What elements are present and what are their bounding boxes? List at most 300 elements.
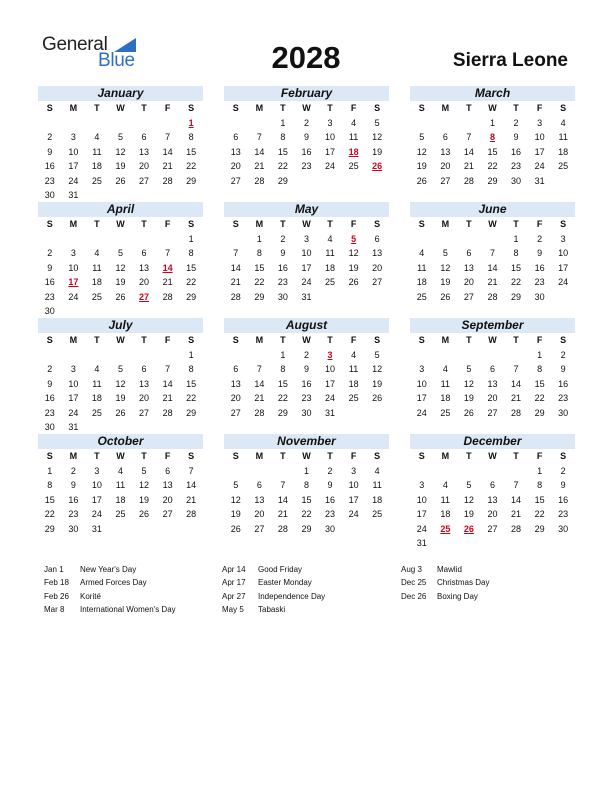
day-cell: 8 [47, 480, 53, 490]
weekday-header: S [418, 451, 425, 461]
empty-cell [224, 116, 248, 131]
holiday-name: International Women's Day [80, 604, 176, 614]
day-cell: 19 [372, 146, 383, 157]
holiday-name: Good Friday [258, 565, 303, 574]
day-cell: 11 [558, 132, 568, 142]
day-cell: 18 [440, 509, 451, 519]
day-cell: 20 [372, 262, 383, 273]
holiday-date: Apr 14 [222, 565, 246, 574]
day-cell: 15 [487, 146, 498, 157]
day-cell: 27 [372, 277, 383, 287]
day-cell: 20 [139, 161, 150, 171]
day-cell: 20 [230, 161, 241, 171]
day-cell: 15 [534, 494, 545, 505]
page-title-year: 2028 [271, 40, 341, 75]
holiday-name: New Year's Day [80, 565, 137, 574]
day-cell: 5 [117, 248, 123, 258]
day-cell: 17 [558, 262, 569, 273]
weekday-header: M [441, 451, 450, 461]
day-cell: 27 [254, 523, 265, 534]
day-cell: 29 [186, 407, 197, 418]
day-cell: 6 [165, 465, 171, 476]
day-cell: 22 [277, 161, 288, 171]
day-cell: 27 [230, 175, 241, 186]
day-cell: 1 [489, 117, 495, 128]
empty-cell [248, 348, 272, 363]
day-cell: 2 [47, 364, 53, 374]
day-cell: 30 [534, 291, 545, 302]
empty-cell [156, 348, 180, 363]
day-cell: 7 [489, 248, 495, 258]
weekday-header: M [69, 103, 78, 113]
day-cell: 12 [463, 378, 474, 389]
empty-cell [434, 232, 458, 247]
month-june [410, 202, 575, 304]
weekday-header: T [280, 335, 286, 345]
day-cell: 6 [233, 364, 239, 374]
month-title: August [224, 318, 389, 333]
day-cell: 27 [139, 175, 150, 186]
weekday-header: T [327, 219, 333, 229]
day-cell: 6 [489, 364, 495, 374]
day-cell: 4 [94, 248, 100, 258]
day-cell: 25 [440, 407, 451, 418]
day-cell: 13 [372, 248, 383, 258]
day-cell: 3 [94, 465, 100, 476]
holiday-date: Dec 26 [401, 591, 427, 601]
day-cell: 13 [139, 378, 150, 389]
day-cell: 17 [68, 393, 79, 403]
weekday-header: T [141, 219, 147, 229]
weekday-header: M [255, 103, 264, 113]
day-cell: 3 [537, 117, 543, 128]
holiday-name: Korité [80, 591, 101, 601]
day-cell: 27 [162, 509, 173, 519]
day-cell: 30 [301, 407, 312, 418]
day-cell: 5 [141, 465, 147, 476]
holiday-legend-column [44, 563, 220, 616]
day-cell: 19 [463, 393, 474, 403]
day-cell: 13 [162, 480, 173, 490]
empty-cell [481, 348, 505, 363]
day-cell: 10 [325, 364, 336, 374]
day-cell: 16 [44, 393, 55, 403]
weekday-header: S [418, 219, 425, 229]
day-cell: 20 [440, 161, 451, 171]
holiday-entry [222, 563, 398, 576]
day-cell: 15 [186, 378, 197, 389]
day-cell: 22 [534, 393, 545, 403]
day-cell: 21 [186, 494, 197, 505]
day-cell: 21 [254, 393, 265, 403]
weekday-header: M [441, 219, 450, 229]
weekday-header: S [560, 103, 567, 113]
day-cell: 14 [254, 378, 265, 389]
holiday-name: Armed Forces Day [80, 578, 147, 588]
holiday-name: Tabaski [258, 604, 286, 614]
weekday-header: M [255, 335, 264, 345]
day-cell: 9 [47, 146, 53, 157]
day-cell: 18 [416, 277, 427, 287]
month-november [224, 434, 389, 536]
weekday-header: M [69, 335, 78, 345]
weekday-header: F [536, 451, 543, 461]
weekday-header: W [488, 219, 497, 229]
weekday-header: T [513, 103, 519, 113]
holiday-entry [401, 563, 577, 576]
day-cell: 18 [348, 378, 359, 389]
day-cell: 9 [303, 364, 309, 374]
day-cell: 14 [162, 146, 173, 157]
day-cell: 18 [115, 494, 126, 505]
day-cell: 23 [558, 509, 569, 519]
day-cell: 29 [301, 523, 312, 534]
day-cell: 25 [372, 509, 383, 519]
day-cell: 14 [230, 262, 241, 273]
day-cell: 24 [68, 407, 79, 418]
day-cell: 21 [162, 393, 173, 403]
holiday-day-cell: 26 [372, 161, 383, 171]
month-april [38, 202, 203, 319]
day-cell: 16 [277, 262, 288, 273]
day-cell: 4 [442, 364, 448, 374]
day-cell: 18 [91, 161, 102, 171]
day-cell: 21 [162, 161, 173, 171]
holiday-date: Apr 27 [222, 591, 246, 601]
day-cell: 23 [44, 291, 55, 302]
weekday-header: M [69, 451, 78, 461]
day-cell: 12 [416, 146, 427, 157]
day-cell: 22 [487, 161, 498, 171]
weekday-header: W [302, 219, 311, 229]
day-cell: 9 [70, 480, 76, 490]
day-cell: 3 [419, 364, 425, 374]
day-cell: 13 [230, 146, 241, 157]
weekday-header: S [232, 219, 239, 229]
day-cell: 16 [301, 146, 312, 157]
month-title: April [38, 202, 203, 217]
weekday-header: S [46, 451, 53, 461]
day-cell: 23 [325, 509, 336, 519]
day-cell: 25 [348, 161, 359, 171]
day-cell: 6 [141, 132, 147, 142]
day-cell: 2 [560, 349, 566, 360]
day-cell: 16 [325, 494, 336, 505]
weekday-header: W [302, 335, 311, 345]
day-cell: 24 [68, 291, 79, 302]
day-cell: 16 [534, 262, 545, 273]
day-cell: 29 [44, 523, 55, 534]
day-cell: 3 [303, 233, 309, 244]
day-cell: 10 [416, 378, 427, 389]
day-cell: 14 [487, 262, 498, 273]
empty-cell [109, 232, 133, 247]
weekday-header: T [466, 219, 472, 229]
day-cell: 26 [230, 523, 241, 534]
empty-cell [62, 116, 86, 131]
day-cell: 17 [325, 378, 336, 389]
day-cell: 12 [139, 480, 150, 490]
day-cell: 24 [534, 161, 545, 171]
day-cell: 17 [416, 393, 427, 403]
day-cell: 5 [466, 480, 472, 490]
day-cell: 3 [560, 233, 566, 244]
day-cell: 22 [186, 393, 197, 403]
day-cell: 13 [440, 146, 451, 157]
day-cell: 29 [186, 291, 197, 302]
day-cell: 4 [327, 233, 333, 244]
day-cell: 20 [162, 494, 173, 505]
logo-general-text: General [42, 34, 108, 55]
day-cell: 3 [70, 248, 76, 258]
day-cell: 2 [280, 233, 286, 244]
day-cell: 13 [230, 378, 241, 389]
day-cell: 10 [301, 248, 312, 258]
weekday-header: T [327, 103, 333, 113]
day-cell: 28 [230, 291, 241, 302]
holiday-day-cell: 5 [351, 233, 357, 244]
holiday-day-cell: 26 [463, 523, 474, 534]
day-cell: 19 [115, 393, 126, 403]
weekday-header: S [374, 451, 381, 461]
day-cell: 10 [68, 262, 79, 273]
holiday-date: Dec 25 [401, 578, 427, 588]
holiday-entry [401, 590, 577, 603]
weekday-header: T [280, 219, 286, 229]
day-cell: 25 [558, 161, 569, 171]
weekday-header: S [232, 335, 239, 345]
day-cell: 24 [416, 407, 427, 418]
day-cell: 15 [277, 378, 288, 389]
day-cell: 16 [558, 494, 569, 505]
weekday-header: F [350, 103, 357, 113]
empty-cell [457, 116, 481, 131]
day-cell: 26 [440, 291, 451, 302]
weekday-header: T [466, 451, 472, 461]
day-cell: 2 [47, 132, 53, 142]
weekday-header: W [116, 451, 125, 461]
weekday-header: W [116, 103, 125, 113]
day-cell: 24 [325, 393, 336, 403]
day-cell: 20 [230, 393, 241, 403]
day-cell: 26 [115, 291, 126, 302]
day-cell: 21 [162, 277, 173, 287]
weekday-header: F [536, 335, 543, 345]
day-cell: 19 [139, 494, 150, 505]
holiday-name: Easter Monday [258, 578, 312, 588]
day-cell: 26 [115, 175, 126, 186]
month-july [38, 318, 203, 435]
day-cell: 13 [487, 494, 498, 505]
day-cell: 5 [442, 248, 448, 258]
day-cell: 11 [417, 262, 427, 273]
month-title: September [410, 318, 575, 333]
day-cell: 25 [91, 291, 102, 302]
day-cell: 10 [68, 146, 79, 157]
day-cell: 30 [511, 175, 522, 186]
day-cell: 21 [511, 509, 522, 519]
empty-cell [109, 348, 133, 363]
day-cell: 21 [463, 161, 474, 171]
day-cell: 3 [70, 132, 76, 142]
day-cell: 7 [513, 364, 519, 374]
day-cell: 4 [94, 132, 100, 142]
empty-cell [132, 116, 156, 131]
empty-cell [62, 348, 86, 363]
day-cell: 24 [325, 161, 336, 171]
empty-cell [457, 348, 481, 363]
day-cell: 7 [256, 132, 262, 142]
empty-cell [224, 232, 248, 247]
day-cell: 8 [513, 248, 519, 258]
day-cell: 1 [513, 233, 519, 244]
weekday-header: F [164, 219, 171, 229]
day-cell: 29 [534, 407, 545, 418]
month-title: November [224, 434, 389, 449]
day-cell: 19 [463, 509, 474, 519]
weekday-header: T [513, 219, 519, 229]
month-title: March [410, 86, 575, 101]
day-cell: 23 [277, 277, 288, 287]
empty-cell [410, 348, 434, 363]
day-cell: 24 [348, 509, 359, 519]
day-cell: 28 [162, 175, 173, 186]
day-cell: 16 [301, 378, 312, 389]
day-cell: 4 [374, 465, 380, 476]
weekday-header: F [350, 219, 357, 229]
day-cell: 24 [68, 175, 79, 186]
day-cell: 22 [301, 509, 312, 519]
day-cell: 23 [534, 277, 545, 287]
day-cell: 8 [188, 132, 194, 142]
empty-cell [132, 232, 156, 247]
day-cell: 13 [487, 378, 498, 389]
weekday-header: W [302, 103, 311, 113]
day-cell: 2 [327, 465, 333, 476]
holiday-day-cell: 1 [188, 117, 194, 128]
day-cell: 31 [325, 407, 336, 418]
month-title: December [410, 434, 575, 449]
day-cell: 26 [372, 393, 383, 403]
day-cell: 17 [534, 146, 545, 157]
day-cell: 28 [254, 175, 265, 186]
day-cell: 15 [277, 146, 288, 157]
weekday-header: S [374, 335, 381, 345]
weekday-header: S [374, 219, 381, 229]
day-cell: 17 [91, 494, 102, 505]
day-cell: 8 [188, 248, 194, 258]
day-cell: 23 [44, 175, 55, 186]
holiday-entry [222, 590, 398, 603]
day-cell: 17 [416, 509, 427, 519]
day-cell: 15 [534, 378, 545, 389]
empty-cell [434, 348, 458, 363]
weekday-header: M [255, 451, 264, 461]
holiday-entry [222, 603, 398, 616]
holiday-legend-column [222, 563, 398, 616]
day-cell: 8 [188, 364, 194, 374]
empty-cell [156, 116, 180, 131]
weekday-header: T [94, 335, 100, 345]
day-cell: 22 [511, 277, 522, 287]
day-cell: 17 [348, 494, 359, 505]
weekday-header: T [327, 335, 333, 345]
day-cell: 28 [511, 523, 522, 534]
day-cell: 14 [162, 378, 173, 389]
weekday-header: F [350, 335, 357, 345]
day-cell: 14 [511, 378, 522, 389]
weekday-header: S [46, 103, 53, 113]
day-cell: 23 [68, 509, 79, 519]
day-cell: 7 [280, 480, 286, 490]
day-cell: 31 [534, 175, 545, 186]
month-december [410, 434, 575, 551]
day-cell: 23 [511, 161, 522, 171]
day-cell: 27 [487, 407, 498, 418]
weekday-header: W [488, 451, 497, 461]
day-cell: 7 [256, 364, 262, 374]
day-cell: 12 [230, 494, 241, 505]
day-cell: 15 [44, 494, 55, 505]
month-title: February [224, 86, 389, 101]
day-cell: 28 [463, 175, 474, 186]
day-cell: 8 [256, 248, 262, 258]
day-cell: 1 [188, 233, 194, 244]
day-cell: 7 [513, 480, 519, 490]
day-cell: 22 [254, 277, 265, 287]
weekday-header: S [418, 103, 425, 113]
day-cell: 25 [91, 175, 102, 186]
weekday-header: T [280, 103, 286, 113]
day-cell: 6 [466, 248, 472, 258]
weekday-header: W [302, 451, 311, 461]
day-cell: 19 [115, 161, 126, 171]
month-title: June [410, 202, 575, 217]
day-cell: 15 [511, 262, 522, 273]
day-cell: 27 [487, 523, 498, 534]
day-cell: 24 [558, 277, 569, 287]
holiday-entry [44, 590, 220, 603]
day-cell: 26 [463, 407, 474, 418]
weekday-header: F [164, 451, 171, 461]
day-cell: 6 [374, 233, 380, 244]
weekday-header: T [94, 219, 100, 229]
day-cell: 23 [301, 161, 312, 171]
day-cell: 18 [91, 277, 102, 287]
day-cell: 17 [325, 146, 336, 157]
day-cell: 10 [91, 480, 102, 490]
day-cell: 17 [301, 262, 312, 273]
day-cell: 29 [254, 291, 265, 302]
day-cell: 7 [165, 364, 171, 374]
month-march [410, 86, 575, 188]
day-cell: 9 [47, 262, 53, 273]
day-cell: 9 [47, 378, 53, 389]
day-cell: 4 [442, 480, 448, 490]
month-february [224, 86, 389, 188]
day-cell: 6 [141, 364, 147, 374]
day-cell: 2 [513, 117, 519, 128]
day-cell: 20 [254, 509, 265, 519]
weekday-header: F [536, 219, 543, 229]
day-cell: 23 [301, 393, 312, 403]
weekday-header: S [46, 219, 53, 229]
weekday-header: S [188, 451, 195, 461]
day-cell: 4 [560, 117, 566, 128]
day-cell: 11 [115, 480, 126, 490]
day-cell: 1 [537, 349, 543, 360]
day-cell: 14 [277, 494, 288, 505]
